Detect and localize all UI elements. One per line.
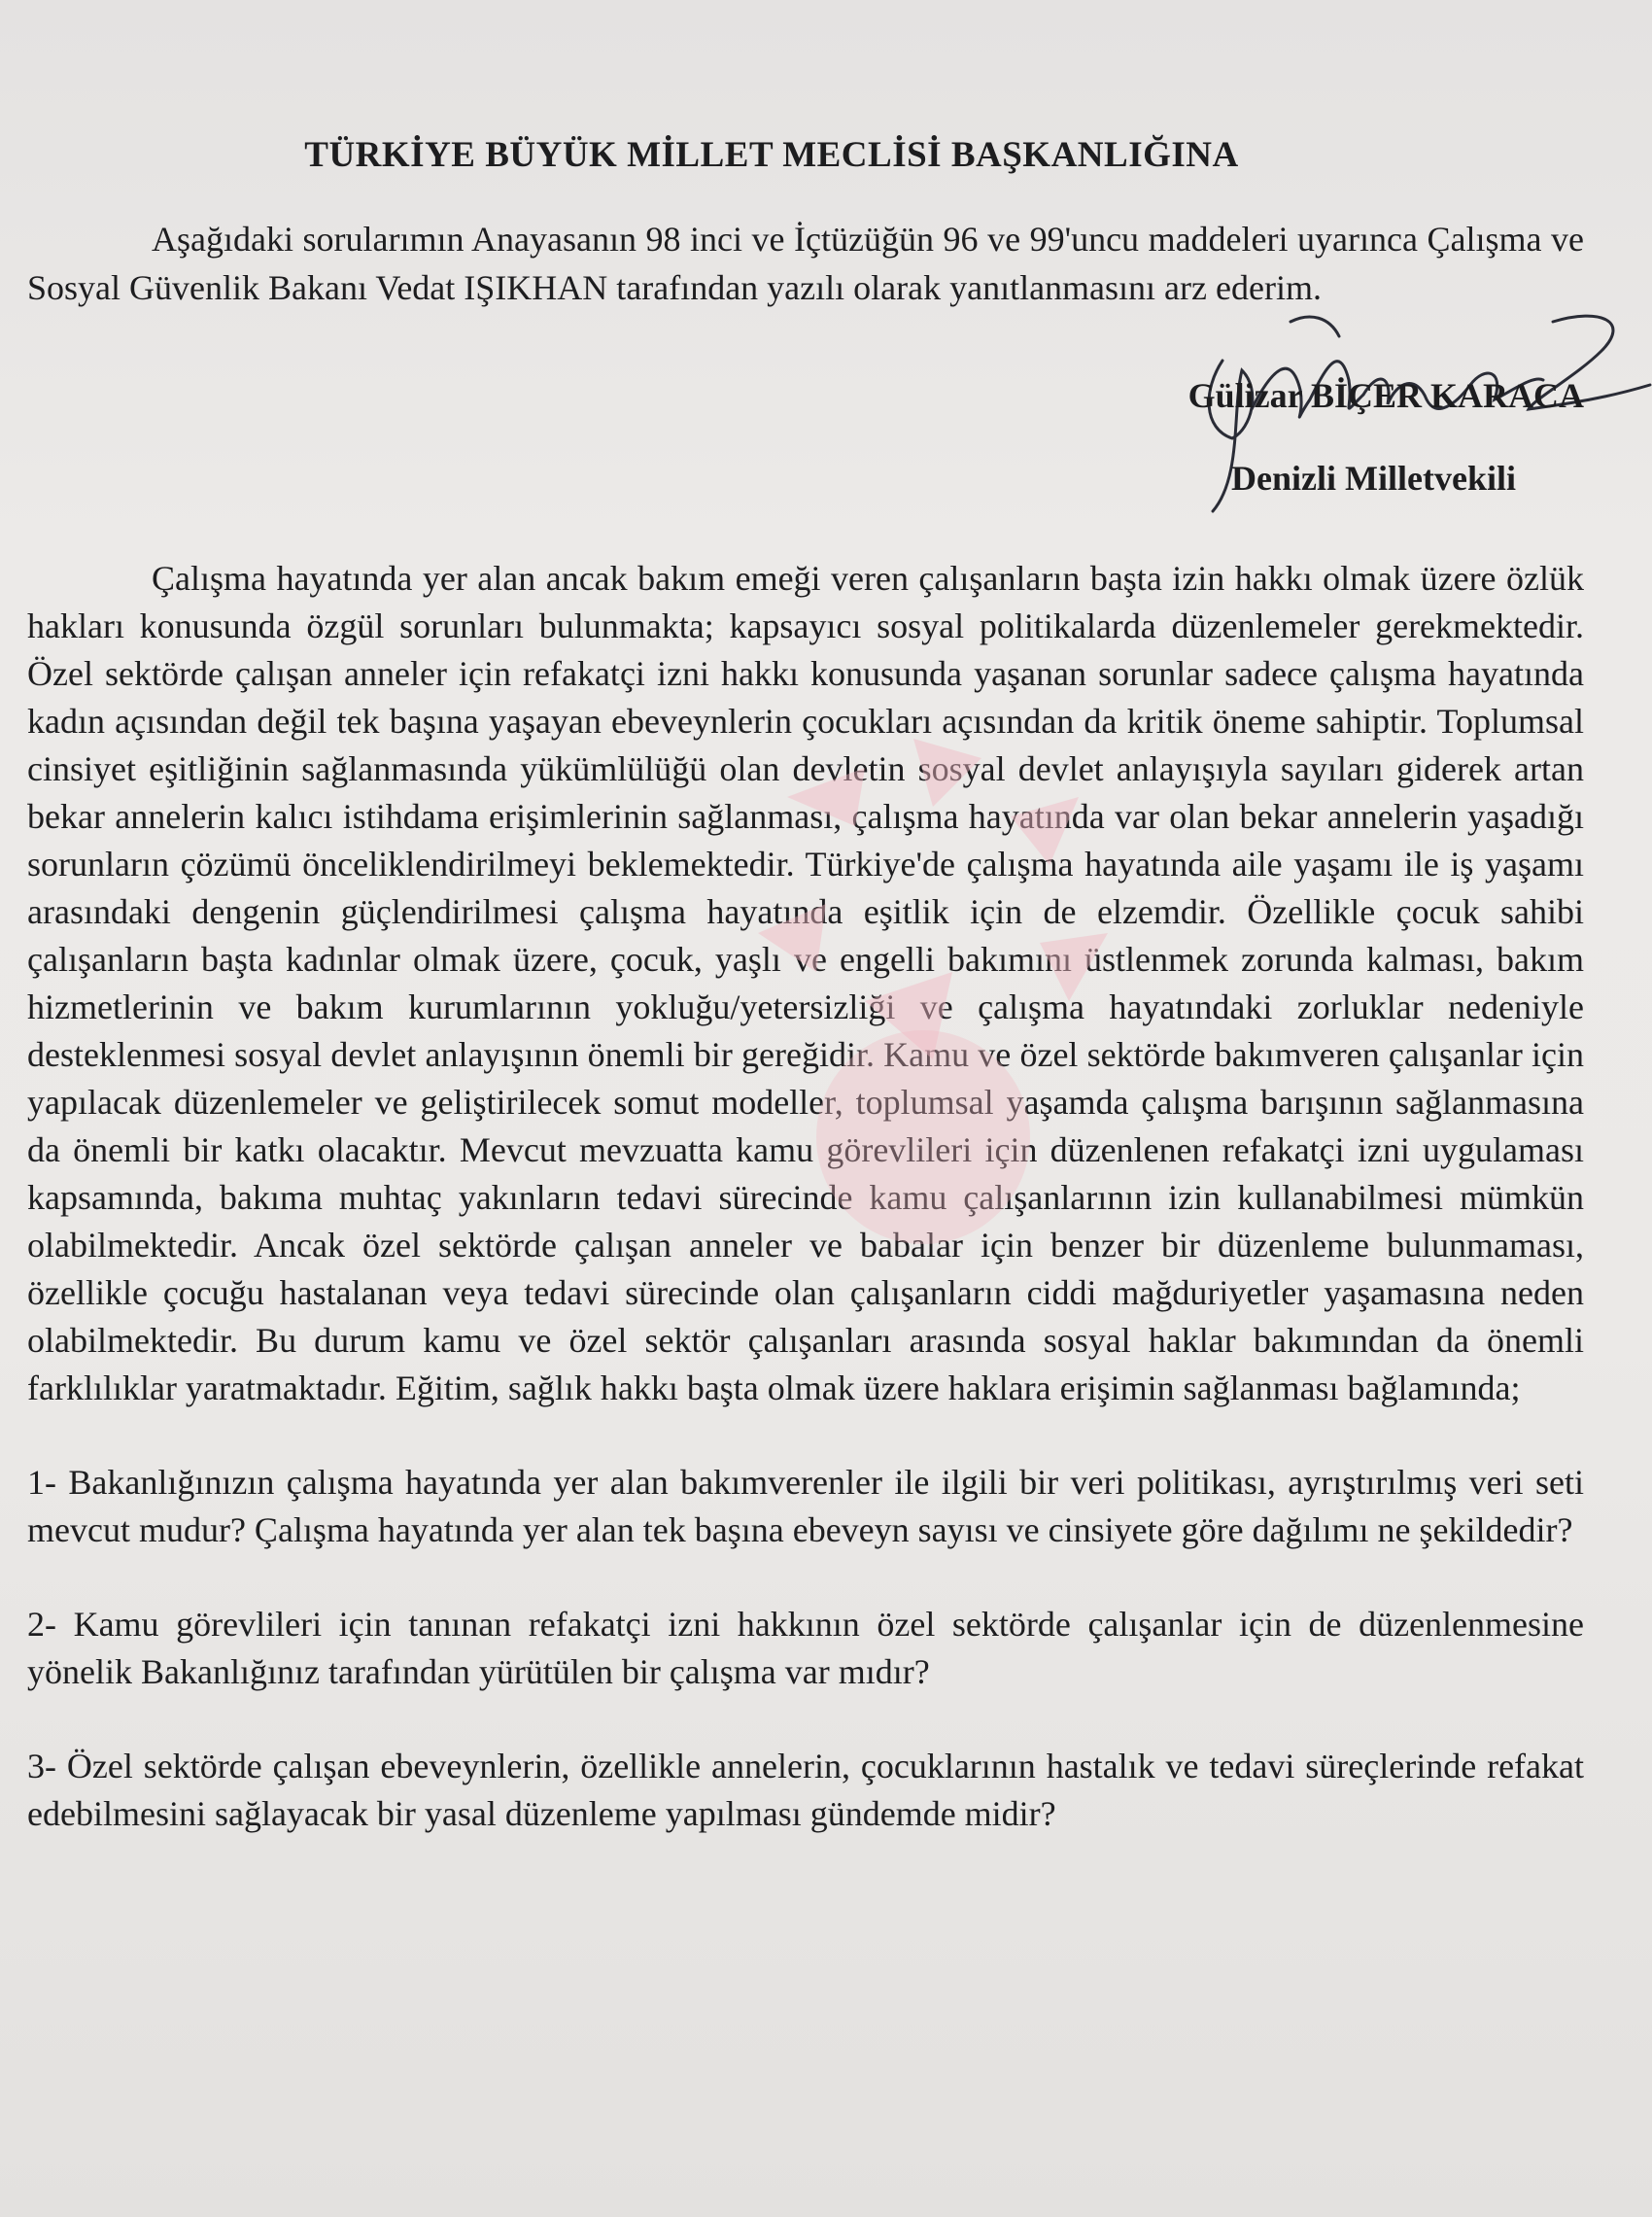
body-paragraph: Çalışma hayatında yer alan ancak bakım emeği veren çalışanların başta izin hakkı olmak üzere özlük hakları konusunda özgül sorunları bulunmakta; kapsayıcı sosyal politikalarda düzenlemeler gerekmektedir. Özel sektörde çalışan anneler için refakatçi izni hakkı konusunda yaşanan sorunlar sadece çalışma hayatında kadın açısından değil tek başına yaşayan ebeveynlerin çocukları açısından da kritik öneme sahiptir. Toplumsal cinsiyet eşitliğinin sağlanmasında yükümlülüğü olan devletin sosyal devlet anlayışıyla sayıları giderek artan bekar annelerin kalıcı istihdama erişimlerinin sağlanması, çalışma hayatında var olan bekar annelerin yaşadığı sorunların çözümü önceliklendirilmeyi beklemektedir. Türkiye'de çalışma hayatında aile yaşamı ile iş yaşamı arasındaki dengenin güçlendirilmesi çalışma hayatında eşitlik için de elzemdir. Özellikle çocuk sahibi çalışanların başta kadınlar olmak üzere, çocuk, yaşlı ve engelli bakımını üstlenmek zorunda kalması, bakım hizmetlerinin ve bakım kurumlarının yokluğu/yetersizliği ve çalışma hayatındaki zorluklar nedeniyle desteklenmesi sosyal devlet anlayışının önemli bir gereğidir. Kamu ve özel sektörde bakımveren çalışanlar için yapılacak düzenlemeler ve geliştirilecek somut modeller, toplumsal yaşamda çalışma barışının sağlanmasına da önemli bir katkı olacaktır. Mevcut mevzuatta kamu görevlileri için düzenlenen refakatçi izni uygulaması kapsamında, bakıma muhtaç yakınların tedavi sürecinde kamu çalışanlarının izin kullanabilmesi mümkün olabilmektedir. Ancak özel sektörde çalışan anneler ve babalar için benzer bir düzenleme bulunmaması, özellikle çocuğu hastalanan veya tedavi sürecinde olan çalışanların ciddi mağduriyetler yaşamasına neden olabilmektedir. Bu durum kamu ve özel sektör çalışanları arasında sosyal haklar bakımından da önemli farklılıklar yaratmaktadır. Eğitim, sağlık hakkı başta olmak üzere haklara erişimin sağlanması bağlamında;: [27, 559, 1584, 1407]
signature-name: Gülizar BİÇER KARACA: [1187, 376, 1584, 415]
question-list: [27, 1459, 1584, 1838]
question-2: 2- Kamu görevlileri için tanınan refakatçi izni hakkının özel sektörde çalışanlar için de düzenlenmesine yönelik Bakanlığınız tarafından yürütülen bir çalışma var mıdır?: [27, 1605, 1584, 1691]
signature-title: Denizli Milletvekili: [1231, 459, 1516, 498]
intro-paragraph: Aşağıdaki sorularımın Anayasanın 98 inci ve İçtüzüğün 96 ve 99'uncu maddeleri uyarınca Çalışma ve Sosyal Güvenlik Bakanı Vedat IŞIKHAN tarafından yazılı olarak yanıtlanmasını arz ederim.: [27, 220, 1584, 307]
signature-block: [27, 312, 1584, 555]
question-3: 3- Özel sektörde çalışan ebeveynlerin, özellikle annelerin, çocuklarının hastalık ve tedavi süreçlerinde refakat edebilmesini sağlayacak bir yasal düzenleme yapılması gündemde midir?: [27, 1747, 1584, 1833]
question-1: 1- Bakanlığınızın çalışma hayatında yer alan bakımverenler ile ilgili bir veri politikası, ayrıştırılmış veri seti mevcut mudur? Çalışma hayatında yer alan tek başına ebeveyn sayısı ve cinsiyete göre dağılımı ne şekildedir?: [27, 1463, 1584, 1549]
document-title: TÜRKİYE BÜYÜK MİLLET MECLİSİ BAŞKANLIĞINA: [304, 135, 1239, 175]
